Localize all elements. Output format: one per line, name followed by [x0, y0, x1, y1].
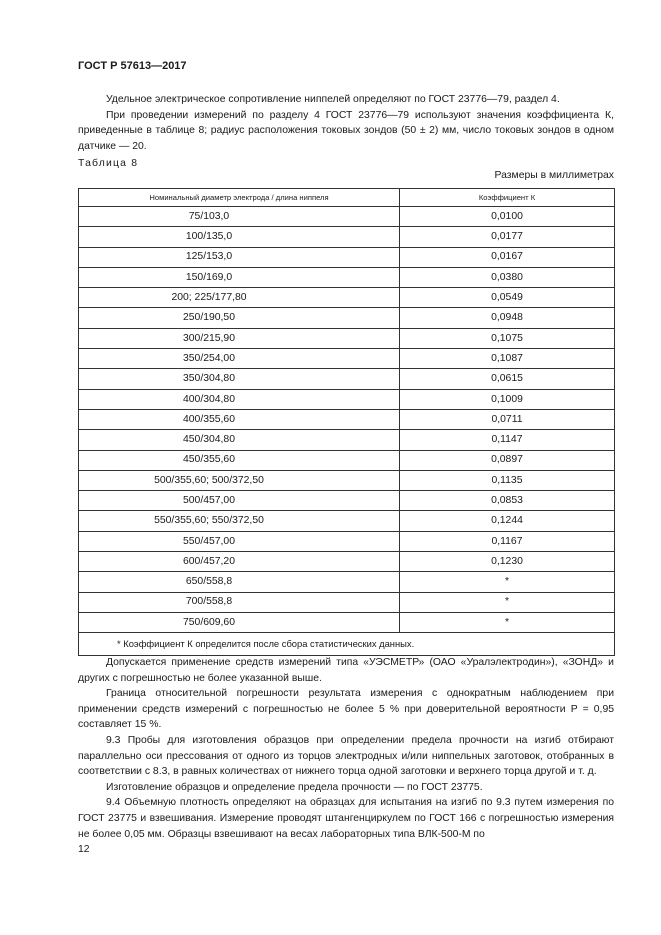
table-header-row [79, 189, 615, 207]
table-container [78, 188, 614, 656]
table-row [79, 491, 615, 511]
cell-diameter-length: 250/190,50 [79, 308, 400, 328]
cell-diameter-length: 400/355,60 [79, 409, 400, 429]
body-paragraph: Изготовление образцов и определение предела прочности — по ГОСТ 23775. [106, 781, 483, 793]
document-code: ГОСТ Р 57613—2017 [78, 60, 187, 72]
cell-diameter-length: 150/169,0 [79, 267, 400, 287]
body-paragraph: 9.4 Объемную плотность определяют на образцах для испытания на изгиб по 9.3 путем измерения по ГОСТ 23775 и взвешивания. Измерение проводят штангенциркулем по ГОСТ 166 с погрешностью измерения не более 0,05 мм. Образцы взвешивают на весах лабораторных типа ВЛК-500-М по [78, 797, 614, 840]
cell-diameter-length: 400/304,80 [79, 389, 400, 409]
table-caption: Таблица 8 [78, 158, 139, 169]
table-units: Размеры в миллиметрах [494, 170, 614, 181]
cell-coefficient: 0,1135 [400, 470, 615, 490]
page-number: 12 [78, 844, 90, 855]
cell-diameter-length: 350/254,00 [79, 349, 400, 369]
cell-coefficient: 0,1009 [400, 389, 615, 409]
table-row [79, 470, 615, 490]
body-section [78, 655, 614, 842]
body-paragraph: Допускается применение средств измерений типа «УЭСМЕТР» (ОАО «Уралэлектродин»), «ЗОНД» и других с погрешностью не более указанной выше. [78, 657, 614, 684]
cell-coefficient: 0,1244 [400, 511, 615, 531]
cell-coefficient: 0,1147 [400, 430, 615, 450]
cell-coefficient: 0,0853 [400, 491, 615, 511]
cell-coefficient: 0,1167 [400, 531, 615, 551]
table-row [79, 592, 615, 612]
table-row [79, 511, 615, 531]
cell-diameter-length: 600/457,20 [79, 552, 400, 572]
cell-diameter-length: 100/135,0 [79, 227, 400, 247]
table-row [79, 409, 615, 429]
cell-coefficient: * [400, 572, 615, 592]
cell-coefficient: 0,0615 [400, 369, 615, 389]
cell-diameter-length: 350/304,80 [79, 369, 400, 389]
cell-diameter-length: 125/153,0 [79, 247, 400, 267]
table-row [79, 328, 615, 348]
cell-coefficient: 0,0380 [400, 267, 615, 287]
table-row [79, 612, 615, 632]
cell-diameter-length: 650/558,8 [79, 572, 400, 592]
cell-diameter-length: 500/355,60; 500/372,50 [79, 470, 400, 490]
cell-diameter-length: 750/609,60 [79, 612, 400, 632]
table-row [79, 450, 615, 470]
header-coefficient: Коэффициент К [400, 189, 615, 207]
cell-coefficient: 0,1075 [400, 328, 615, 348]
table-row [79, 349, 615, 369]
cell-coefficient: 0,0549 [400, 288, 615, 308]
cell-coefficient: 0,1230 [400, 552, 615, 572]
table-row [79, 207, 615, 227]
cell-diameter-length: 200; 225/177,80 [79, 288, 400, 308]
table-row [79, 247, 615, 267]
table-footnote: * Коэффициент К определится после сбора статистических данных. [79, 633, 615, 656]
cell-coefficient: 0,0177 [400, 227, 615, 247]
table-row [79, 369, 615, 389]
cell-coefficient: 0,0948 [400, 308, 615, 328]
table-row [79, 227, 615, 247]
cell-diameter-length: 550/355,60; 550/372,50 [79, 511, 400, 531]
body-paragraph: Граница относительной погрешности результата измерения с однократным наблюдением при применении средств измерений с погрешностью не более 5 % при доверительной вероятности P = 0,95 составляет 15 %. [78, 688, 614, 731]
cell-diameter-length: 300/215,90 [79, 328, 400, 348]
cell-coefficient: 0,0100 [400, 207, 615, 227]
table-row [79, 288, 615, 308]
intro-section [78, 92, 614, 154]
cell-coefficient: * [400, 612, 615, 632]
body-paragraph: 9.3 Пробы для изготовления образцов при определении предела прочности на изгиб отбирают параллельно оси прессования от одного из торцов электродных и/или ниппельных заготовок, отобранных в соответствии с 8.3, в равных количествах от нижнего торца одной заготовки и верхнего торца другой и т. д. [78, 735, 614, 778]
cell-diameter-length: 500/457,00 [79, 491, 400, 511]
table-row [79, 552, 615, 572]
table-row [79, 267, 615, 287]
table-row [79, 531, 615, 551]
cell-coefficient: * [400, 592, 615, 612]
cell-coefficient: 0,1087 [400, 349, 615, 369]
intro-paragraph: При проведении измерений по разделу 4 ГОСТ 23776—79 используют значения коэффициента К, приведенные в таблице 8; радиус расположения токовых зондов (50 ± 2) мм, число токовых зондов в одном датчике — 20. [78, 109, 614, 152]
table-row [79, 389, 615, 409]
table-row [79, 572, 615, 592]
cell-diameter-length: 450/304,80 [79, 430, 400, 450]
cell-coefficient: 0,0711 [400, 409, 615, 429]
cell-coefficient: 0,0167 [400, 247, 615, 267]
cell-diameter-length: 450/355,60 [79, 450, 400, 470]
table-row [79, 430, 615, 450]
table-body [79, 207, 615, 633]
cell-diameter-length: 550/457,00 [79, 531, 400, 551]
header-diameter-length: Номинальный диаметр электрода / длина ниппеля [79, 189, 400, 207]
cell-diameter-length: 700/558,8 [79, 592, 400, 612]
table-footnote-row [79, 633, 615, 656]
cell-coefficient: 0,0897 [400, 450, 615, 470]
table-row [79, 308, 615, 328]
coefficient-table [78, 188, 615, 656]
intro-paragraph: Удельное электрическое сопротивление ниппелей определяют по ГОСТ 23776—79, раздел 4. [106, 94, 560, 105]
cell-diameter-length: 75/103,0 [79, 207, 400, 227]
